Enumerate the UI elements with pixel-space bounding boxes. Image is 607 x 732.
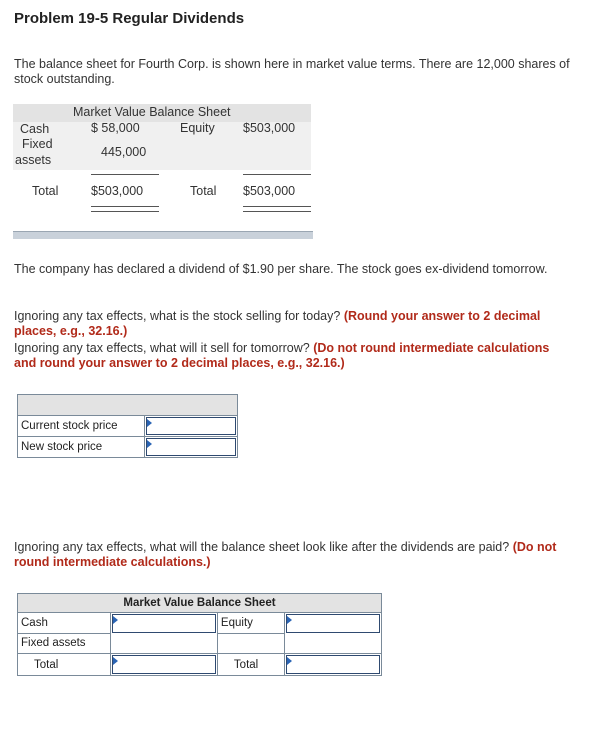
question-3: [14, 540, 574, 570]
bs2-cash-label: Cash: [18, 613, 111, 634]
bs2-cash-input[interactable]: [112, 614, 216, 633]
stock-price-table: [17, 394, 238, 458]
question-2-text: Ignoring any tax effects, what will it sell for tomorrow?: [14, 341, 314, 355]
input-marker-icon: [287, 616, 292, 624]
input-marker-icon: [113, 616, 118, 624]
current-stock-price-input[interactable]: [146, 417, 236, 435]
bs1-double-rule-left-1: [91, 206, 159, 207]
bs2-total-right-label: Total: [217, 654, 284, 676]
bs1-total-right-value: $503,000: [243, 184, 296, 198]
bs2-empty-right: [217, 633, 284, 654]
balance-sheet-after-table: [17, 593, 382, 676]
new-stock-price-input[interactable]: [146, 438, 236, 456]
question-2: [14, 341, 574, 371]
current-stock-price-cell: [144, 416, 237, 437]
bs2-total-right-cell: [284, 654, 381, 676]
bs1-heading: Market Value Balance Sheet: [73, 105, 231, 119]
question-2-instruction: (Do not round intermediate calculations and round your answer to 2 decimal places, e.g., 32.16.): [14, 341, 550, 370]
bs1-cash-label: Cash: [20, 122, 50, 136]
question-3-instruction: (Do not round intermediate calculations.): [14, 540, 557, 569]
bs1-bottom-band: [13, 231, 313, 239]
bs2-total-assets-input[interactable]: [112, 655, 216, 674]
problem-title: Problem 19-5 Regular Dividends: [14, 10, 245, 27]
intro-text: The balance sheet for Fourth Corp. is shown here in market value terms. There are 12,000 shares of stock outstanding.: [14, 57, 570, 86]
question-1-text: Ignoring any tax effects, what is the stock selling for today?: [14, 309, 344, 323]
bs2-fixed-label: Fixed assets: [18, 633, 111, 654]
bs2-total-left-cell: [111, 654, 218, 676]
dividend-text: The company has declared a dividend of $1.90 per share. The stock goes ex-dividend tomorrow.: [14, 262, 548, 276]
input-marker-icon: [113, 657, 118, 665]
bs2-equity-cell: [284, 613, 381, 654]
bs1-fixed-label: Fixed: [22, 137, 53, 151]
stock-price-header-band: [18, 395, 238, 416]
bs1-total-left-label: Total: [32, 184, 59, 198]
bs2-heading: Market Value Balance Sheet: [18, 594, 382, 613]
bs2-total-claims-input[interactable]: [286, 655, 380, 674]
input-marker-icon: [287, 657, 292, 665]
bs1-total-left-value: $503,000: [91, 184, 144, 198]
bs1-cash-value: $ 58,000: [91, 121, 140, 135]
current-stock-price-label: Current stock price: [18, 416, 145, 437]
bs1-equity-value: $503,000: [243, 121, 296, 135]
bs2-total-left-label: Total: [18, 654, 111, 676]
bs1-rule-left: [91, 174, 159, 175]
input-marker-icon: [147, 440, 152, 448]
input-marker-icon: [147, 419, 152, 427]
bs1-equity-label: Equity: [180, 121, 215, 135]
bs2-cash-fixed-cell: [111, 613, 218, 654]
balance-sheet-given: [13, 104, 311, 238]
bs1-rule-right: [243, 174, 311, 175]
bs1-fixed-value: 445,000: [101, 145, 147, 159]
bs2-fixed-empty: [112, 633, 216, 652]
question-3-text: Ignoring any tax effects, what will the balance sheet look like after the dividends are paid?: [14, 540, 513, 554]
bs1-assets-label: assets: [15, 153, 52, 167]
bs2-equity-empty: [286, 633, 380, 652]
question-1-instruction: (Round your answer to 2 decimal places, e.g., 32.16.): [14, 309, 541, 338]
bs2-equity-input[interactable]: [286, 614, 380, 633]
question-1: [14, 309, 574, 339]
new-stock-price-label: New stock price: [18, 437, 145, 458]
bs1-double-rule-left-2: [91, 211, 159, 212]
new-stock-price-cell: [144, 437, 237, 458]
bs1-double-rule-right-2: [243, 211, 311, 212]
bs1-double-rule-right-1: [243, 206, 311, 207]
bs2-equity-label: Equity: [217, 613, 284, 634]
bs1-total-right-label: Total: [190, 184, 217, 198]
